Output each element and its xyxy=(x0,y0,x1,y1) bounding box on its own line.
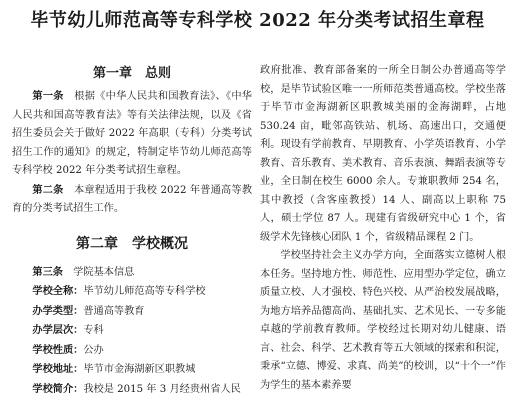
article1 xyxy=(12,87,252,181)
info-key: 学校全称： xyxy=(32,285,84,297)
info-value: 普通高等教育 xyxy=(83,305,145,317)
info-value: 毕节市金海湖新区职教城 xyxy=(83,364,196,375)
info-value: 专科 xyxy=(83,325,104,336)
intro-paragraph-1: 政府批准、教育部备案的一所全日制公办普通高等学校，是毕节试验区唯一一所师范类普通高校。学校坐落于毕节市金海湖新区职教城美丽的金海湖畔，占地 530.24 亩，毗邻高铁站、机场、高速出口，交通便利。现设有学前教育、早期教育、小学英语教育、小学教育、音乐教育、美术教育、音乐表演、舞蹈表演等专业，全日制在校生 6000 余人。专兼职教师 254 名，其中教授（含客座教授）14 人、副高以上职称 75 人，硕士学位 87 人。现建有省级研究中心 1 个，省级学术先锋核心团队 1 个，省级精品课程 2 门。 xyxy=(260,65,506,243)
info-row-address xyxy=(12,360,252,380)
info-key: 办学层次： xyxy=(32,324,84,336)
info-key: 办学类型： xyxy=(32,304,84,317)
info-key: 学校性质： xyxy=(32,343,84,356)
article3-text: 学院基本信息 xyxy=(73,266,135,278)
intro-paragraph-2: 学校坚持社会主义办学方向，全面落实立德树人根本任务。坚持地方性、师范性、应用型办学定位，确立质量立校、人才强校、特色兴校、从严治校发展战略，为地方培养品德高尚、基础扎实、艺术见长、一专多能卓越的学前教育教师。学校经过长期对幼儿健康、语言、社会、科学、艺术教育等五大领域的探索和积淀，秉承“立德、博爱、求真、尚美”的校训，以“十个一”作为学生的基本素养要 xyxy=(260,250,506,391)
article1-lead: 第一条 xyxy=(32,90,64,102)
info-row-nature xyxy=(12,341,252,361)
info-row-level xyxy=(12,321,252,341)
info-row-type xyxy=(12,302,252,322)
article2 xyxy=(12,181,252,219)
left-column xyxy=(12,62,252,399)
info-row-fullname xyxy=(12,282,252,302)
article1-text: 根据《中华人民共和国教育法》、《中华人民共和国高等教育法》等有关法律法规，以及《省招生委员会关于做好 2022 年高职（专科）分类考试招生工作的通知》的规定，特制定毕节幼儿师范高等专科学校 2022 年分类考试招生章程。 xyxy=(12,91,252,176)
info-value: 毕节幼儿师范高等专科学校 xyxy=(83,286,206,297)
article3-lead: 第三条 xyxy=(32,265,63,278)
info-value: 我校是 2015 年 3 月经贵州省人民 xyxy=(83,383,241,395)
info-row-intro xyxy=(12,380,252,400)
article2-text: 本章程适用于我校 2022 年普通高等教育的分类考试招生工作。 xyxy=(12,184,253,214)
info-key: 学校简介： xyxy=(32,382,84,395)
chapter2-heading: 第二章 学校概况 xyxy=(76,235,188,252)
article3 xyxy=(12,263,252,283)
article2-lead: 第二条 xyxy=(32,183,64,196)
document-title: 毕节幼儿师范高等专科学校 2022 年分类考试招生章程 xyxy=(30,10,485,31)
chapter1-heading: 第一章 总则 xyxy=(92,66,171,81)
info-value: 公办 xyxy=(83,344,104,356)
info-key: 学校地址： xyxy=(32,363,84,375)
right-column xyxy=(260,62,506,395)
